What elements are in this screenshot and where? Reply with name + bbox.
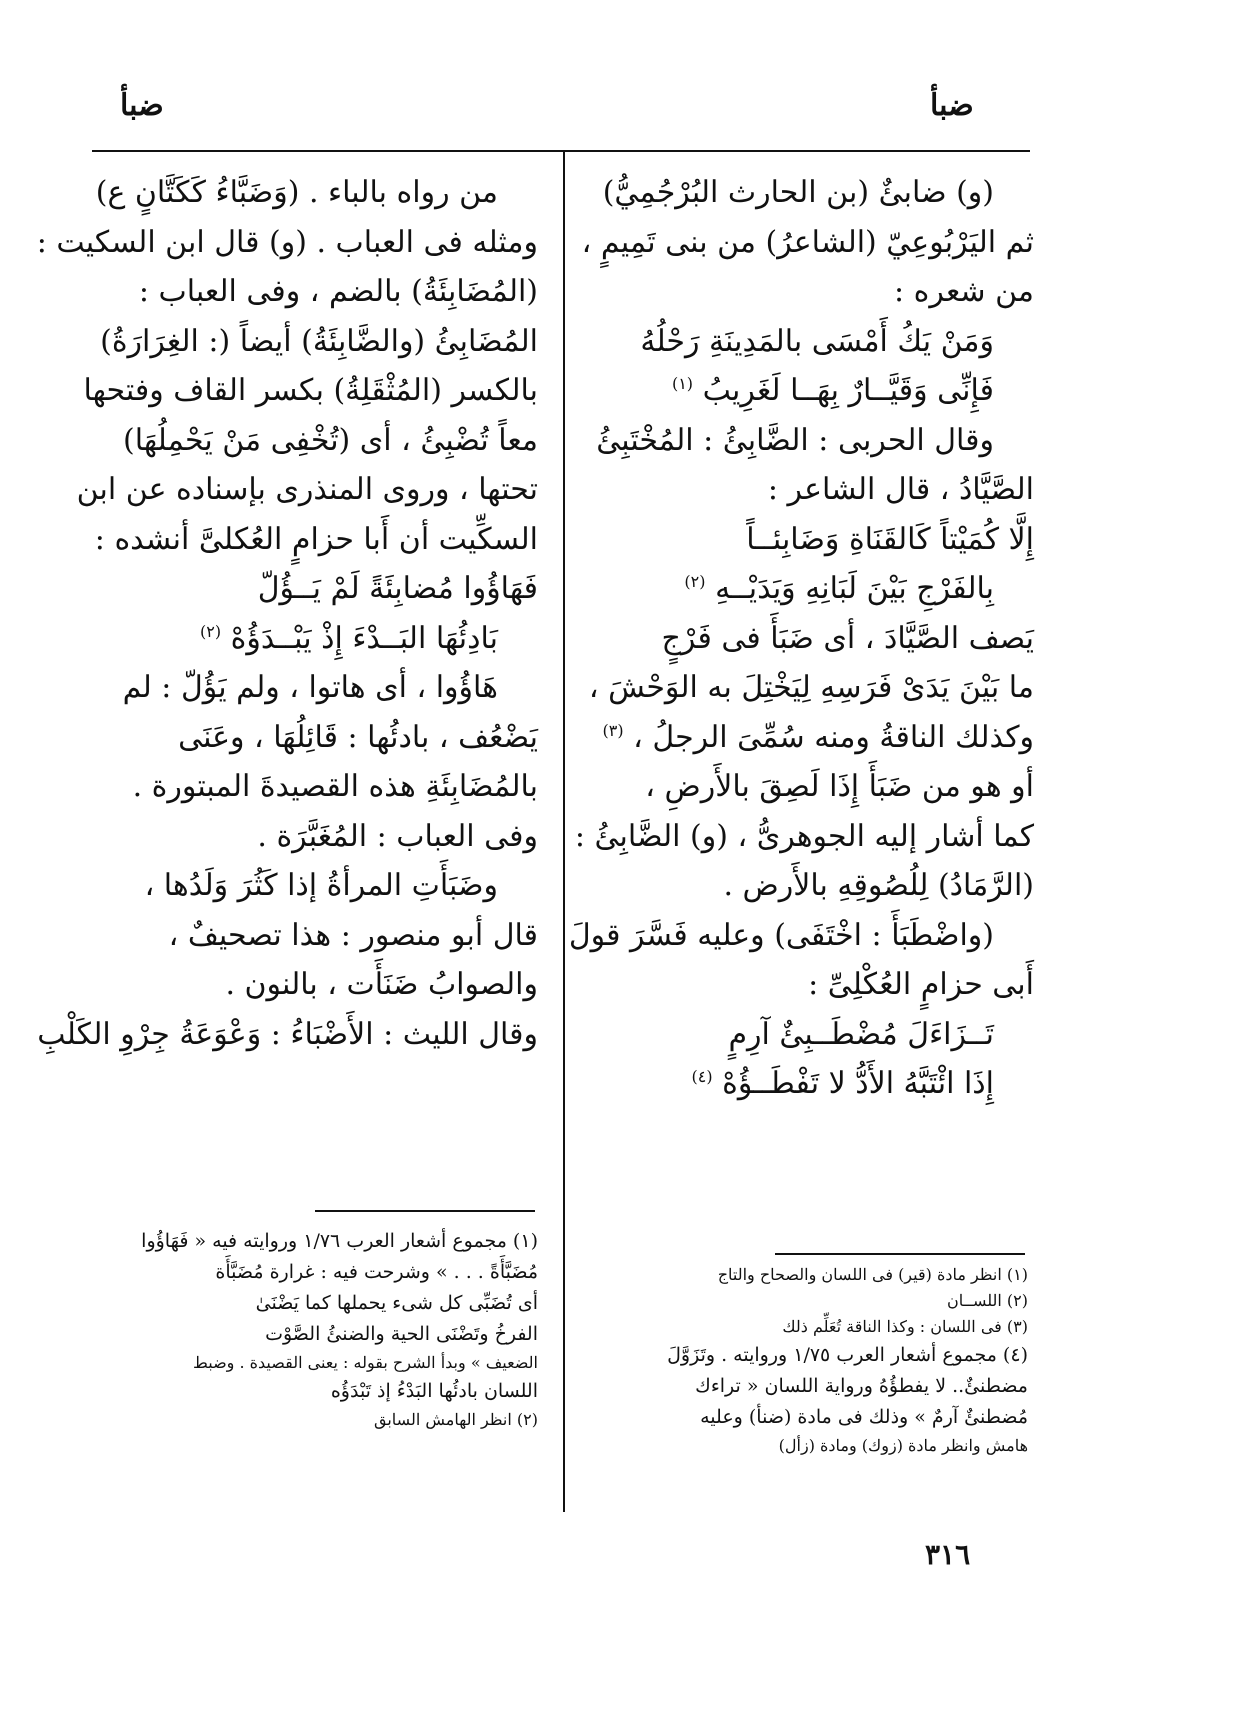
text-line: المُضَابِئُ (والضَّابِئَةُ) أيضاً (: الغِرَارَةُ) [100,323,538,359]
text-line [588,713,1034,763]
text-line: ثم اليَرْبُوعِيّ (الشاعرُ) من بنى تَمِيمٍ ، [581,224,1034,260]
verse-text: بِالفَرْجِ بَيْنَ لَبَانِهِ وَيَدَيْــهِ [715,571,994,606]
footnote-marker: (٣) [602,720,624,740]
verse-line: تَــزَاءَلَ مُضْطَــبِئٌ آرِمٍ [728,1016,994,1052]
footnotes-right [588,1262,1028,1459]
text-line: قال أبو منصور : هذا تصحيفٌ ، [168,917,538,953]
footnote: (٢) انظر الهامش السابق [374,1410,538,1429]
footnote: مُضطنئٌ آرمٌ » وذلك فى مادة (ضنأ) وعليه [700,1406,1028,1428]
footnote: اللسان بادئُها البَدْءُ إذ تَبْدَؤُه [330,1380,538,1402]
text-line: وقال الحربى : الضَّابِئُ : المُخْتَبِئُ [596,422,994,458]
verse-line: فَهَاؤُوا مُضابِئَةً لَمْ يَــؤُلّ [257,571,538,606]
verse-line: وَمَنْ يَكُ أَمْسَى بالمَدِينَةِ رَحْلُهُ [640,323,994,359]
text-line: الصَّيَّادُ ، قال الشاعر : [767,472,1034,507]
footnote: مُضَبَّأَةً . . . » وشرحت فيه : غرارة مُضَبَّأَة [215,1261,538,1283]
verse-line [88,614,538,664]
footnote-rule-left [315,1210,535,1212]
text-line: بالمُضَابِئَةِ هذه القصيدةَ المبتورة . [132,769,538,804]
header-rule [92,150,1030,152]
text-line: هَاؤُوا ، أى هاتوا ، ولم يَؤُلّ : لم [122,670,498,705]
running-header-right: ضبأ [930,88,974,123]
text-line: ما بَيْنَ يَدَىْ فَرَسِهِ لِيَخْتِلَ به الوَحْشَ ، [588,670,1034,705]
text-line: ومثله فى العباب . (و) قال ابن السكيت : [36,224,538,260]
footnote: مضطنئٌ.. لا يفطؤُهُ ورواية اللسان « تراءك [695,1375,1028,1397]
page-number: ٣١٦ [925,1538,971,1571]
footnote-marker: (٢) [199,621,222,641]
text-line: السكِّيت أن أَبا حزامٍ العُكلىَّ أنشده : [94,521,538,557]
text-line: (و) ضابئٌ (بن الحارث البُرْجُمِيُّ) [602,175,994,210]
text-line: (الرَّمَادُ) لِلُصُوقِهِ بالأَرض . [723,868,1034,903]
footnote: (١) انظر مادة (قير) فى اللسان والصحاح والتاج [717,1265,1028,1284]
text-line: يَصف الصَّيَّادَ ، أى ضَبَأَ فى فَرْجٍ [661,620,1034,656]
text-line: من شعره : [894,274,1034,309]
text-line: يَضْعُف ، بادئُها : قَائِلُهَا ، وعَنَى [178,719,538,755]
verse-line [588,366,1034,416]
verse-text: إِذَا ائْتَبَّهُ الأَدُّ لا تَفْطَــؤُهْ [722,1066,994,1101]
text-line: (واضْطَبَأَ : اخْتَفَى) وعليه فَسَّرَ قولَ [568,917,994,953]
text-segment: وكذلك الناقةُ ومنه سُمِّىَ الرجلُ ، [633,719,1034,755]
column-divider [563,152,565,1512]
text-line: وفى العباب : المُغَبَّرَة . [257,818,538,854]
text-line: بالكسر (المُثْقَلِةُ) بكسر القاف وفتحها [83,373,538,408]
text-line: وضَبَأَتِ المرأةُ إذا كَثُرَ وَلَدُها ، [144,868,498,903]
footnote: (٣) فى اللسان : وكذا الناقة تُعَلِّم ذلك [782,1317,1028,1336]
footnote: (١) مجموع أشعار العرب ١/٧٦ وروايته فيه « فَهَاؤُوا [141,1230,538,1252]
verse-line: إِلَّا كُمَيْتاً كَالقَنَاةِ وَضَابِئــاً [746,521,1034,557]
footnote-marker: (٢) [684,572,706,591]
left-column [36,168,538,1059]
verse-line [588,564,1034,614]
text-line: أَبى حزامٍ العُكْلِىِّ : [808,967,1034,1002]
text-line: وقال الليث : الأَضْبَاءُ : وَعْوَعَةُ جِرْوِ الكَلْبِ [37,1016,538,1052]
footnote-marker: (٤) [691,1067,713,1086]
text-line: والصوابُ ضَنَأَت ، بالنون . [225,967,538,1002]
text-line: (المُضَابِئَةُ) بالضم ، وفى العباب : [138,274,538,309]
text-line: أو هو من ضَبَأَ إِذَا لَصِقَ بالأَرضِ ، [645,769,1034,804]
footnote: هامش وانظر مادة (زوك) ومادة (زأل) [778,1436,1028,1455]
footnote: (٤) مجموع أشعار العرب ١/٧٥ وروايته . وتَزَوَّلَ [667,1344,1028,1366]
verse-line [588,1059,1034,1109]
footnote-marker: (١) [671,374,694,393]
footnote: أى تُضَبِّى كل شىء يحملها كما يَضْنَىٰ [255,1292,538,1314]
running-header-left: ضبأ [120,88,164,123]
footnote: الفرخُ وتَضْنَى الحية والضنئُ الصَّوْت [265,1323,538,1345]
text-line: كما أشار إليه الجوهرىُّ ، (و) الضَّابِئُ : [574,818,1034,854]
footnotes-left [88,1226,538,1433]
footnote-rule-right [775,1253,1025,1255]
right-column [568,168,1034,1109]
footnote: الضعيف » وبدأ الشرح بقوله : يعنى القصيدة . وضبط [193,1353,538,1372]
verse-text: بَادِئُهَا البَــدْءَ إِذْ يَبْــدَؤُهْ [230,620,498,656]
text-line: تحتها ، وروى المنذرى بإسناده عن ابن [76,472,538,507]
text-line: معاً تُضْبِئُ ، أى (تُخْفِى مَنْ يَحْمِلُهَا) [123,422,538,458]
text-line: من رواه بالباء . (وَضَبَّاءُ كَكَتَّانٍ ع) [95,175,498,210]
footnote: (٢) اللســان [946,1291,1028,1310]
verse-text: فَإِنِّى وَقَيَّــارٌ بِهَــا لَغَرِيبُ [702,373,994,408]
